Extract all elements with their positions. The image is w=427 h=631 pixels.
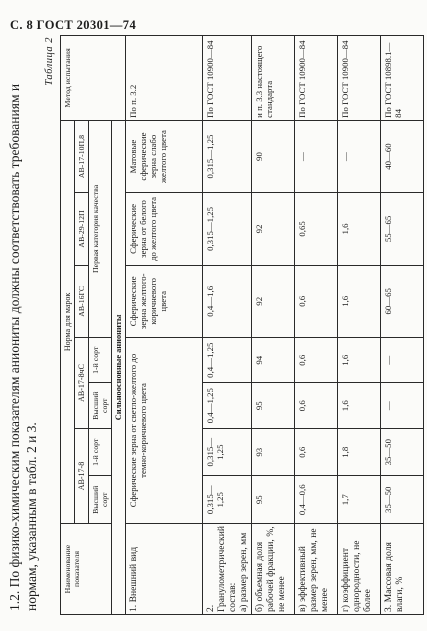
- header-norm: Норма для марок: [61, 120, 75, 523]
- cell: 0,6: [295, 428, 338, 476]
- table-row: [381, 36, 424, 615]
- cell: —: [381, 383, 424, 428]
- row-label-sub: а) размер зерен, мм: [238, 532, 249, 612]
- header-grade-first-2: 1-й сорт: [89, 337, 112, 382]
- cell-ab17-10-appearance: Матовые сферические зерна слабо желтого цвета: [126, 120, 203, 192]
- cell-method: По п. 3.2: [126, 36, 203, 121]
- row-label: г) коэффициент однородности, не более: [338, 524, 381, 615]
- cell: 1,6: [338, 337, 381, 382]
- cell: 1,6: [338, 265, 381, 337]
- cell: 93: [252, 428, 295, 476]
- header-section: Сильноосновные аниониты: [112, 120, 126, 614]
- cell-ab16gs-appearance: Сферические зерна желтого-коричневого цвета: [126, 265, 203, 337]
- cell-method: По ГОСТ 10900—84: [338, 36, 381, 121]
- row-label: б) объемная доля рабочей фракции, %, не менее: [252, 524, 295, 615]
- header-grade-first: 1-й сорт: [89, 428, 112, 476]
- cell: 0,65: [295, 193, 338, 265]
- cell: 0,4—0,6: [295, 476, 338, 524]
- rotated-page-content: [2, 35, 407, 625]
- page-header: С. 8 ГОСТ 20301—74: [10, 18, 137, 32]
- row-label: 3. Массовая доля влаги, %: [381, 524, 424, 615]
- cell-ab17-8-appearance: Сферические зерна от светло-желтого до темно-коричневого цвета: [126, 337, 203, 523]
- cell-method: По ГОСТ 10900—84: [295, 36, 338, 121]
- header-grade-higher: Высший сорт: [89, 476, 112, 524]
- table-row: [126, 36, 203, 615]
- cell: 55—65: [381, 193, 424, 265]
- cell: 90: [252, 120, 295, 192]
- header-method: Метод испытания: [61, 36, 126, 121]
- cell: —: [295, 120, 338, 192]
- cell: 1,6: [338, 193, 381, 265]
- cell: 40—60: [381, 120, 424, 192]
- header-ab16gs: АВ-16ГС: [75, 265, 89, 337]
- cell: —: [381, 337, 424, 382]
- header-indicator: Наименование показателя: [61, 524, 112, 615]
- table-row: [252, 36, 295, 615]
- cell: 0,315—1,25: [203, 476, 252, 524]
- cell: 0,315—1,25: [203, 120, 252, 192]
- cell: 1,8: [338, 428, 381, 476]
- table-row: [338, 36, 381, 615]
- cell: 0,315—1,25: [203, 428, 252, 476]
- header-ab17-10p8: АВ-17-10П,8: [75, 120, 89, 192]
- cell: 0,6: [295, 265, 338, 337]
- cell: 0,6: [295, 337, 338, 382]
- table-row: [295, 36, 338, 615]
- cell: 92: [252, 193, 295, 265]
- row-label: 1. Внешний вид: [126, 524, 203, 615]
- table-row: [203, 36, 252, 615]
- cell-ab29-appearance: Сферические зерна от белого до желтого цвета: [126, 193, 203, 265]
- header-ab17-8chs: АВ-17-8чС: [75, 337, 89, 428]
- row-label-main: 2. Гранулометрический состав:: [205, 526, 238, 612]
- cell: 0,4—1,6: [203, 265, 252, 337]
- cell-method: По ГОСТ 10898.1—84: [381, 36, 424, 121]
- table-label: Таблица 2: [44, 37, 55, 86]
- cell-method: и п. 3.3 настоящего стандарта: [252, 36, 295, 121]
- cell: 95: [252, 383, 295, 428]
- header-first-category: Первая категория качества: [89, 120, 112, 337]
- cell: 1,6: [338, 383, 381, 428]
- properties-table: [60, 35, 424, 615]
- header-ab17-8: АВ-17-8: [75, 428, 89, 523]
- cell: 92: [252, 265, 295, 337]
- row-label: в) эффективный размер зерен, мм, не менее: [295, 524, 338, 615]
- cell: 35—50: [381, 476, 424, 524]
- cell: 0,315—1,25: [203, 193, 252, 265]
- cell: —: [338, 120, 381, 192]
- cell: 95: [252, 476, 295, 524]
- cell: 0,4—1,25: [203, 383, 252, 428]
- cell-method: По ГОСТ 10900—84: [203, 36, 252, 121]
- cell: 1,7: [338, 476, 381, 524]
- cell: 0,6: [295, 383, 338, 428]
- intro-paragraph: 1.2. По физико-химическим показателям аниониты должны соответствовать требованиям и нормам, указанным в табл. 2 и 3.: [7, 83, 39, 611]
- cell: 35—50: [381, 428, 424, 476]
- cell: 0,4—1,25: [203, 337, 252, 382]
- cell: 94: [252, 337, 295, 382]
- row-label: [203, 524, 252, 615]
- header-grade-higher-2: Высший сорт: [89, 383, 112, 428]
- header-ab29-12p: АВ-29-12П: [75, 193, 89, 265]
- cell: 60—65: [381, 265, 424, 337]
